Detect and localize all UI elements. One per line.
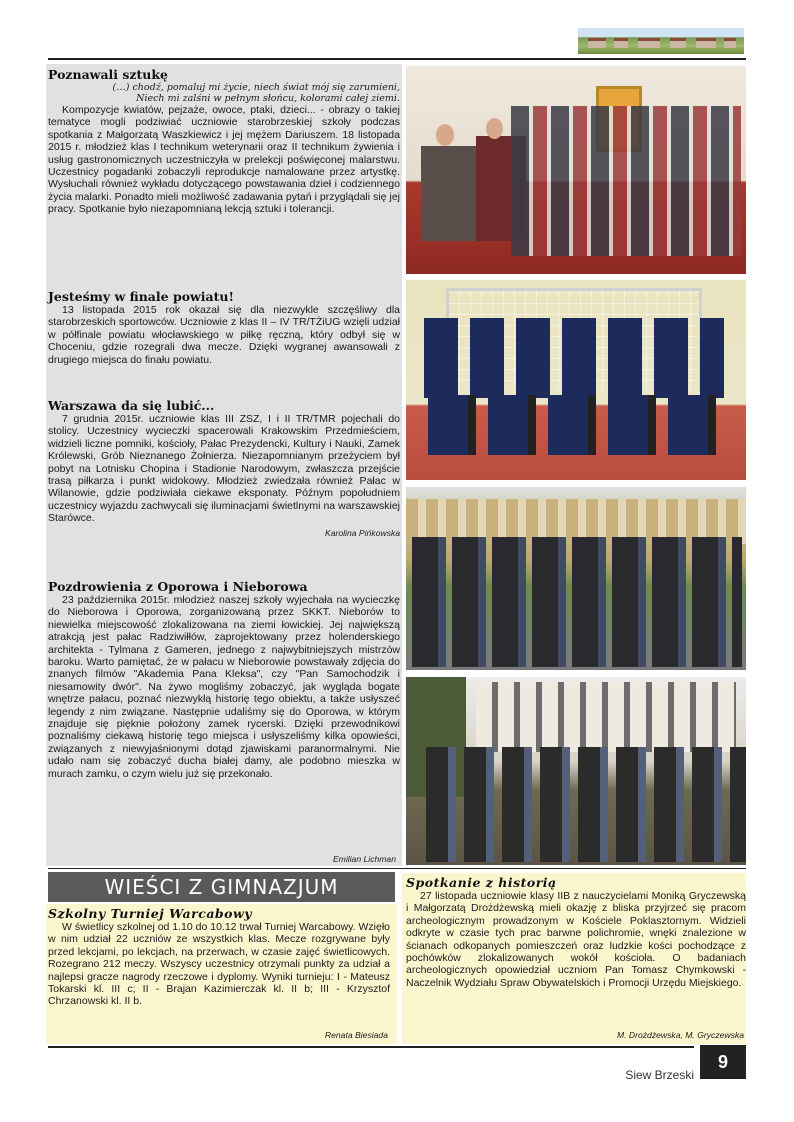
footer-rule bbox=[48, 1046, 694, 1048]
photo-warsaw-trip bbox=[406, 487, 746, 670]
article-author: M. Drożdżewska, M. Gryczewska bbox=[616, 1030, 744, 1040]
article-oporow bbox=[48, 579, 400, 780]
article-body: Kompozycje kwiatów, pejzaże, owoce, ptaki, dzieci... - obrazy o takiej tematyce mogli podziwiać uczniowie starobrzeskiej szkoły podczas spotkania z Małgorzatą Waszkiewicz i jej mężem Dariuszem. 18 listopada 2015 r. młodzież klas I technikum weterynarii oraz II technikum żywienia i usług gastronomicznych uczestniczyła w prelekcji poświęconej malarstwu. Uczestnicy pogadanki zobaczyli reprodukcje namalowane przez artystkę. Wysłuchali również wykładu dotyczącego powstawania dzieł i codziennego życia malarki. Ponadto mieli możliwość zadawania pytań i przyglądali się jej pracy. Spotkanie było niezapomnianą lekcją sztuki i tolerancji. bbox=[48, 104, 400, 216]
article-title: Warszawa da się lubić... bbox=[48, 398, 215, 413]
article-quote-line: Niech mi zalśni w pełnym słońcu, kolorami całej ziemi. bbox=[136, 93, 400, 104]
header-rule bbox=[48, 58, 746, 60]
article-author: Renata Biesiada bbox=[324, 1030, 388, 1040]
article-title: Jesteśmy w finale powiatu! bbox=[48, 289, 234, 304]
article-author: Emilian Lichman bbox=[332, 854, 396, 864]
gimnazjum-heading: WIEŚCI Z GIMNAZJUM bbox=[48, 872, 395, 902]
article-body: 23 października 2015r. młodzież naszej szkoły wyjechała na wycieczkę do Nieborowa i Oporowa, zorganizowaną przez SKKT. Nieborów to niewielka miejscowość zlokalizowana na ziemi łowickiej. Jej największą atrakcją jest pałac Radziwiłłów, zaprojektowany przez holenderskiego architekta - Tylmana z Gameren, jednego z najwybitniejszych mistrzów baroku. Warto pamiętać, że w pałacu w Nieborowie powstawały zdjęcia do znanych filmów "Akademia Pana Kleksa", czy "Pan Samochodzik i niesamowity dwór". Na żywo mogliśmy zobaczyć, jak wygląda bogate wnętrze pałacu, poznać niezwykłą historię tego obiektu, a także usłyszeć legendy z nim związane. Następnie udaliśmy się do Oporowa, w którym znajduje się pięknie położony zamek rycerski. Dzięki przewodnikowi poznaliśmy ciekawą historię tego miejsca i usłyszeliśmy kilka opowieści, związanych z niewyjaśnionymi dotąd zjawiskami paranormalnymi. Nie udało nam się zobaczyć ducha białej damy, ale podobno mieszka w murach zamku, o czym wielu już się przekonało. bbox=[48, 594, 400, 780]
publication-name: Siew Brzeski bbox=[625, 1068, 694, 1082]
article-title: Szkolny Turniej Warcabowy bbox=[48, 906, 253, 921]
article-body: 7 grudnia 2015r. uczniowie klas III ZSZ, I i II TR/TMR pojechali do stolicy. Uczestnicy wycieczki spacerowali Krakowskim Przedmieściem, widzieli liczne pomniki, kościoły, Pałac Prezydencki, Kultury i Nauki, Zamek Królewski, Grób Nieznanego Żołnierza. Niezapomnianym przeżyciem był pobyt na Lotnisku Chopina i Stadionie Narodowym, zwłaszcza przejście trasą piłkarza i punkt widokowy. Młodzież zwiedzała również Pałac w Wilanowie, gdzie podziwiała ciekawe eksponaty. Późnym popołudniem uczestnicy wyjazdu zachwycali się iluminacjami świetlnymi na warszawskiej Starówce. bbox=[48, 413, 400, 525]
article-body: W świetlicy szkolnej od 1.10 do 10.12 trwał Turniej Warcabowy. Wzięło w nim udział 22 uczniów ze wszystkich klas. Mecze rozgrywane były przed lekcjami, po lekcjach, na przerwach, w czasie zajęć świetlicowych. Rozegrano 212 meczy. Wszyscy uczestnicy otrzymali punkty za udział a najlepsi gracze nagrody rzeczowe i dyplomy. Wyniki turnieju: I - Mateusz Tokarski kl. III c; II - Brajan Kazimierczak kl. II b; III - Krzysztof Chrzanowski kl. II b. bbox=[48, 921, 390, 1008]
article-title: Spotkanie z historią bbox=[406, 875, 557, 890]
article-body: 27 listopada uczniowie klasy IIB z nauczycielami Moniką Gryczewską i Małgorzatą Drożdżewską mieli okazję z bliska przyjrzeć się pracom archeologicznym prowadzonym w Kościele Poklasztornym. Widzieli odkryte w czasie tych prac barwne polichromie, wnęki znalezione w ścianach odkopanych pomieszczeń oraz ludzkie kości pochodzące z pochówków zlokalizowanych wokół kościoła. O badaniach archeologicznych opowiedział uczniom Pan Tomasz Chymkowski - Naczelnik Wydziału Spraw Obywatelskich i Promocji Urzędu Miejskiego. bbox=[406, 890, 746, 989]
article-quote-line: (…) chodź, pomaluj mi życie, niech świat mój się zarumieni, bbox=[112, 82, 400, 93]
article-author: Karolina Pińkowska bbox=[325, 527, 400, 538]
article-body: 13 listopada 2015 rok okazał się dla niezwykle szczęśliwy dla starobrzeskich sportowców. Uczniowie z klas II – IV TR/TŻiUG wzięli udział w półfinale powiatu włocławskiego w piłkę ręczną, który odbył się w Choceniu, gdzie rozegrali dwa mecze. Dzięki wygranej awansowali z drugiego miejsca do finału powiatu. bbox=[48, 304, 400, 366]
page-number: 9 bbox=[700, 1045, 746, 1079]
section-rule bbox=[48, 868, 746, 869]
article-poznawali-sztuke bbox=[48, 67, 400, 216]
photo-art-meeting bbox=[406, 66, 746, 274]
article-title: Poznawali sztukę bbox=[48, 67, 169, 82]
article-final-powiatu bbox=[48, 289, 400, 366]
header-town-photo bbox=[578, 28, 744, 54]
article-title: Pozdrowienia z Oporowa i Nieborowa bbox=[48, 579, 308, 594]
photo-handball-team bbox=[406, 280, 746, 480]
article-historia bbox=[406, 875, 746, 989]
article-warszawa bbox=[48, 398, 400, 539]
photo-nieborow-trip bbox=[406, 677, 746, 865]
article-turniej bbox=[48, 906, 390, 1008]
